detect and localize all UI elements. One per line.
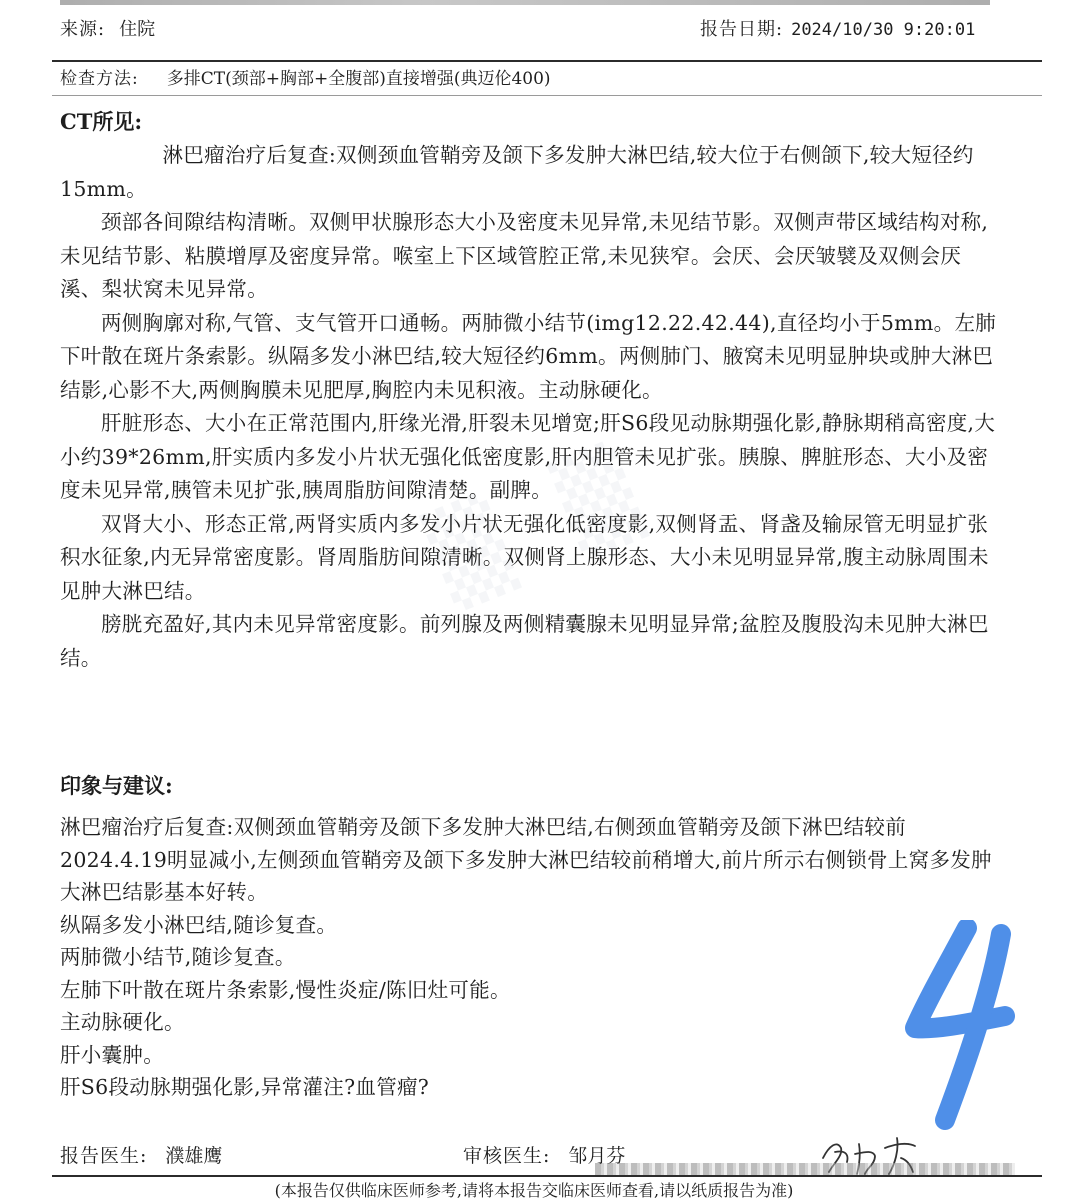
findings-paragraph-chest: 两侧胸廓对称,气管、支气管开口通畅。两肺微小结节(img12.22.42.44),直径均小于5mm。左肺下叶散在斑片条索影。纵隔多发小淋巴结,较大短径约6mm。两侧肺门、腋窝未见明显肿块或肿大淋巴结影,心影不大,两侧胸膜未见肥厚,胸腔内未见积液。主动脉硬化。 [60,310,997,402]
handwritten-number-four [905,920,1025,1130]
report-date-value: 2024/10/30 9:20:01 [791,20,976,40]
method-divider [52,95,1042,96]
source-field [60,18,155,42]
exam-method-field [60,67,551,91]
report-doctor-name: 濮雄鹰 [165,1145,223,1167]
findings-paragraph-neck: 颈部各间隙结构清晰。双侧甲状腺形态大小及密度未见异常,未见结节影。双侧声带区域结构对称,未见结节影、粘膜增厚及密度异常。喉室上下区域管腔正常,未见狭窄。会厌、会厌皱襞及双侧会厌溪、梨状窝未见异常。 [60,210,989,301]
header-divider [52,60,1042,62]
footer-divider [52,1175,1042,1177]
blurred-stamp-strip [595,1163,1015,1175]
impression-line-mediastinum: 纵隔多发小淋巴结,随诊复查。 [60,912,338,937]
faint-watermark: ▒ ▒ [418,431,669,614]
cropped-header-strip [60,0,990,5]
impression-title: 印象与建议: [60,773,173,798]
findings-paragraph-neck-nodes: 淋巴瘤治疗后复查:双侧颈血管鞘旁及颌下多发肿大淋巴结,较大位于右侧颌下,较大短径约15mm。 [60,143,974,201]
review-doctor-name: 邹月芬 [568,1145,626,1167]
impression-line-liver-cyst: 肝小囊肿。 [60,1042,164,1067]
findings-paragraph-liver: 肝脏形态、大小在正常范围内,肝缘光滑,肝裂未见增宽;肝S6段见动脉期强化影,静脉期稍高密度,大小约39*26mm,肝实质内多发小片状无强化低密度影,肝内胆管未见扩张。胰腺、脾脏形态、大小及密度未见异常,胰管未见扩张,胰周脂肪间隙清楚。副脾。 [60,411,996,502]
impression-line-lung-nodules: 两肺微小结节,随诊复查。 [60,945,296,969]
impression-line-left-lung: 左肺下叶散在斑片条索影,慢性炎症/陈旧灶可能。 [60,977,511,1002]
source-value: 住院 [119,19,156,40]
report-date-label: 报告日期: [700,19,784,40]
review-doctor-label: 审核医生: [463,1145,551,1167]
impression-body [60,811,1000,1104]
findings-paragraph-pelvis: 膀胱充盈好,其内未见异常密度影。前列腺及两侧精囊腺未见明显异常;盆腔及腹股沟未见肿大淋巴结。 [60,612,989,670]
ct-findings-title: CT所见: [60,109,143,134]
impression-line-lymphoma: 淋巴瘤治疗后复查:双侧颈血管鞘旁及颌下多发肿大淋巴结,右侧颈血管鞘旁及颌下淋巴结较前2024.4.19明显减小,左侧颈血管鞘旁及颌下多发肿大淋巴结较前稍增大,前片所示右侧锁骨上窝多发肿大淋巴结影基本好转。 [60,815,992,904]
ct-findings-body [60,139,1000,675]
findings-paragraph-kidney: 双肾大小、形态正常,两肾实质内多发小片状无强化低密度影,双侧肾盂、肾盏及输尿管无明显扩张积水征象,内无异常密度影。肾周脂肪间隙清晰。双侧肾上腺形态、大小未见明显异常,腹主动脉周围未见肿大淋巴结。 [60,511,989,603]
impression-line-aorta: 主动脉硬化。 [60,1010,185,1034]
exam-method-label: 检查方法: [60,69,139,89]
report-doctor-field [60,1143,222,1169]
footer-disclaimer: (本报告仅供临床医师参考,请将本报告交临床医师查看,请以纸质报告为准) [274,1181,794,1200]
impression-line-liver-s6: 肝S6段动脉期强化影,异常灌注?血管瘤? [60,1075,430,1099]
report-date-field [700,18,975,42]
exam-method-value: 多排CT(颈部+胸部+全腹部)直接增强(典迈伦400) [166,69,551,89]
report-doctor-label: 报告医生: [60,1145,148,1167]
source-label: 来源: [60,19,106,40]
